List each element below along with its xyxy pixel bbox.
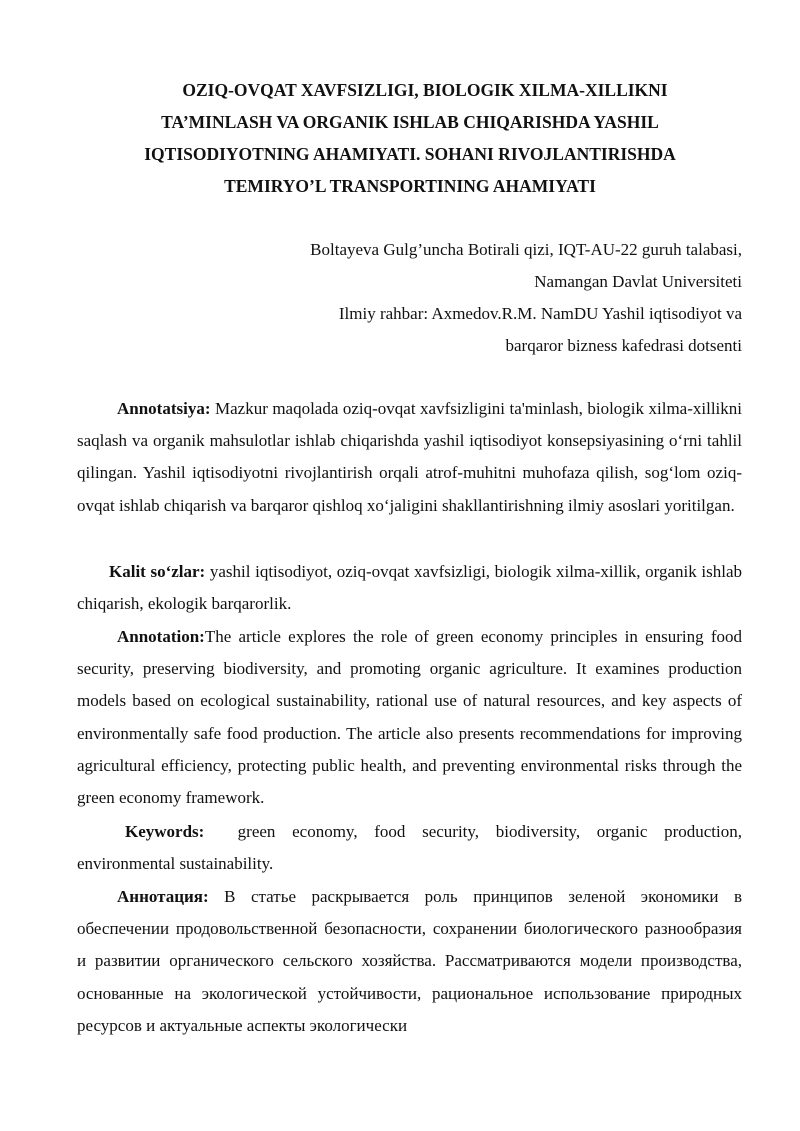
title-line-1: OZIQ-OVQAT XAVFSIZLIGI, BIOLOGIK XILMA-XILLIKNI [182,80,668,100]
annotation-text: The article explores the role of green economy principles in ensuring food security, preserving biodiversity, and promoting organic agriculture. It examines production models based on ecological sustainability, rational use of natural resources, and key aspects of environmentally safe food production. The article also presents recommendations for improving agricultural efficiency, protecting public health, and preventing environmental risks through the green economy framework. [77,627,742,808]
kalit-sozlar-text: yashil iqtisodiyot, oziq-ovqat xavfsizligi, biologik xilma-xillik, organik ishlab chiqarish, ekologik barqarorlik. [77,562,742,614]
paper-title [80,74,740,202]
annotatsiya-ru-text: В статье раскрывается роль принципов зеленой экономики в обеспечении продовольственной безопасности, сохранении биологического разнообразия и развитии органического сельского хозяйства. Рассматриваются модели производства, основанные на экологической устойчивости, рациональное использование природных ресурсов и актуальные аспекты экологически [77,887,742,1035]
keywords-paragraph [77,816,747,880]
annotatsiya-ru-label: Аннотация: [117,887,209,906]
kalit-sozlar-label: Kalit soʻzlar: [109,562,206,581]
keywords-label: Keywords: [125,822,205,841]
annotation-paragraph [77,621,742,814]
annotatsiya-text: Mazkur maqolada oziq-ovqat xavfsizligini ta'minlash, biologik xilma-xillikni saqlash va organik mahsulotlar ishlab chiqarishda yashil iqtisodiyot konsepsiyasining oʻrni tahlil qilingan. Yashil iqtisodiyotni rivojlantirish orqali atrof-muhitni muhofaza qilish, sogʻlom oziq-ovqat ishlab chiqarish va barqaror qishloq xoʻjaligini shakllantirishning ilmiy asoslari yoritilgan. [77,399,742,515]
keywords-text: green economy, food security, biodiversity, organic production, environmental sustainability. [77,822,747,874]
author-block [182,234,742,362]
title-line-2: TA’MINLASH VA ORGANIK ISHLAB CHIQARISHDA YASHIL [161,112,659,132]
annotation-label: Annotation: [117,627,205,646]
author-line-4: barqaror bizness kafedrasi dotsenti [505,336,742,355]
annotatsiya-label: Annotatsiya: [117,399,211,418]
author-line-3: Ilmiy rahbar: Axmedov.R.M. NamDU Yashil iqtisodiyot va [338,304,742,323]
author-line-2: Namangan Davlat Universiteti [534,272,742,291]
annotatsiya-paragraph [77,393,742,522]
title-line-4: TEMIRYO’L TRANSPORTINING AHAMIYATI [224,176,596,196]
author-line-1: Boltayeva Gulg’uncha Botirali qizi, IQT-AU-22 guruh talabasi, [310,240,742,259]
title-line-3: IQTISODIYOTNING AHAMIYATI. SOHANI RIVOJLANTIRISHDA [144,144,676,164]
annotatsiya-ru-paragraph [77,881,742,1042]
kalit-sozlar-paragraph [77,556,742,620]
